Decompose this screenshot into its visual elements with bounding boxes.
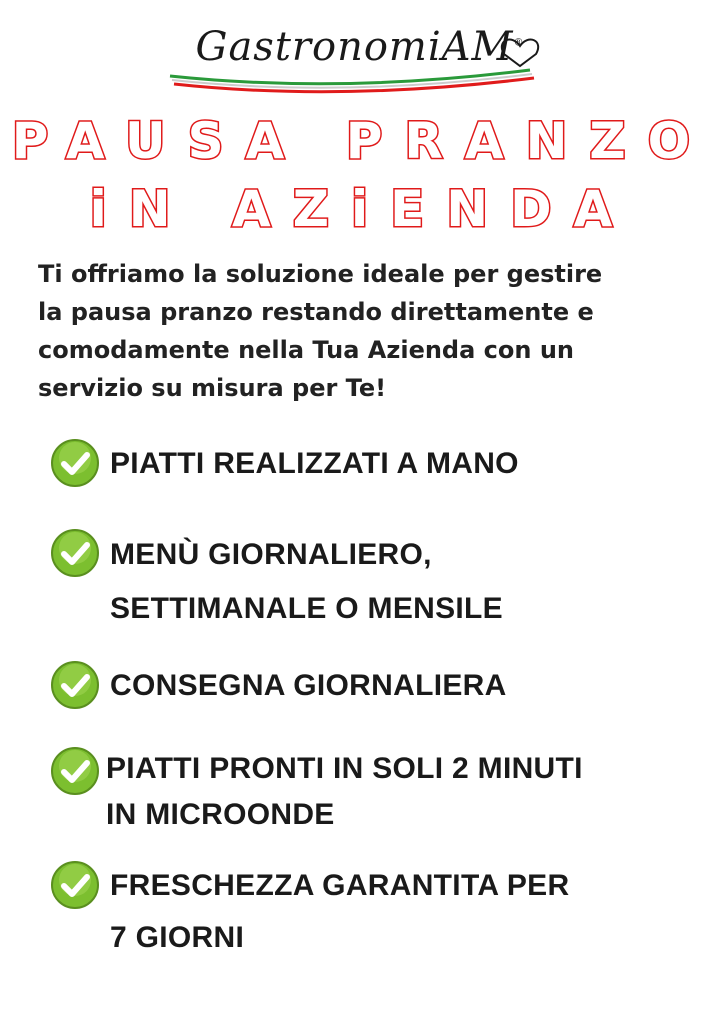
feature-label: PIATTI PRONTI IN SOLI 2 MINUTI IN MICROONDE bbox=[106, 752, 583, 831]
logo-wordmark: GastronomiAM® bbox=[195, 24, 525, 70]
headline-line-2: iN AZiENDA bbox=[89, 180, 635, 238]
intro-line: Ti offriamo la soluzione ideale per gestire bbox=[38, 260, 603, 288]
check-circle-icon bbox=[50, 528, 100, 578]
headline-line-1: PAUSA PRANZO bbox=[11, 112, 713, 170]
check-circle-icon bbox=[50, 438, 100, 488]
check-circle-icon bbox=[50, 660, 100, 710]
check-circle-icon bbox=[50, 860, 100, 910]
brand-logo bbox=[160, 24, 560, 104]
intro-line: la pausa pranzo restando direttamente e bbox=[38, 298, 594, 326]
feature-label: PIATTI REALIZZATI A MANO bbox=[110, 447, 519, 480]
intro-line: comodamente nella Tua Azienda con un bbox=[38, 336, 574, 364]
feature-label: FRESCHEZZA GARANTITA PER 7 GIORNI bbox=[110, 869, 570, 954]
feature-label: CONSEGNA GIORNALIERA bbox=[110, 669, 507, 702]
check-circle-icon bbox=[50, 746, 100, 796]
intro-paragraph bbox=[38, 255, 698, 407]
feature-label: MENÙ GIORNALIERO, SETTIMANALE O MENSILE bbox=[110, 538, 503, 625]
intro-line: servizio su misura per Te! bbox=[38, 374, 387, 402]
